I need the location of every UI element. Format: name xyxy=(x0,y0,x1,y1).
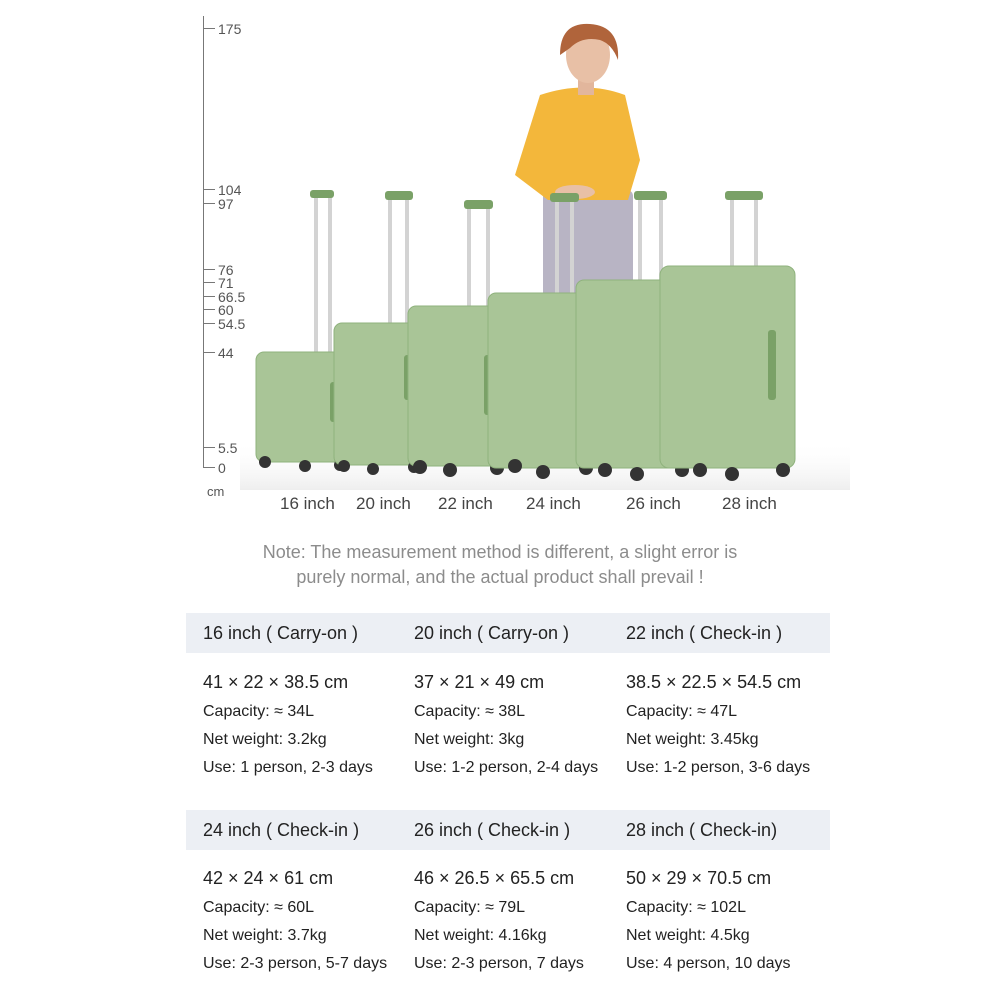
spec-dimensions: 42 × 24 × 61 cm xyxy=(203,868,334,888)
ruler-tick xyxy=(203,28,215,29)
spec-net-weight: Net weight: 3.7kg xyxy=(203,927,327,944)
spec-card-16 xyxy=(203,672,415,782)
ruler-tick xyxy=(203,189,215,190)
spec-header-22: 22 inch ( Check-in ) xyxy=(626,623,783,643)
spec-header-24: 24 inch ( Check-in ) xyxy=(203,820,360,840)
spec-card-24 xyxy=(203,868,415,978)
ruler-tick-label: 66.5 xyxy=(218,289,246,305)
measurement-note-line1: Note: The measurement method is different, a slight error is xyxy=(262,542,738,562)
spec-card-22 xyxy=(626,672,838,782)
measurement-note-line2: purely normal, and the actual product shall prevail ! xyxy=(296,567,704,587)
ruler-tick-label: 0 xyxy=(218,460,226,476)
spec-dimensions: 41 × 22 × 38.5 cm xyxy=(203,672,349,692)
ruler-tick xyxy=(203,269,215,270)
spec-use: Use: 1 person, 2-3 days xyxy=(203,759,373,776)
ruler-tick-label: 97 xyxy=(218,196,234,212)
ruler-tick xyxy=(203,467,215,468)
ruler-tick-label: 175 xyxy=(218,21,242,37)
spec-header-28: 28 inch ( Check-in) xyxy=(626,820,778,840)
spec-use: Use: 4 person, 10 days xyxy=(626,955,791,972)
ruler-tick xyxy=(203,323,215,324)
spec-net-weight: Net weight: 3.45kg xyxy=(626,731,759,748)
spec-dimensions: 38.5 × 22.5 × 54.5 cm xyxy=(626,672,802,692)
spec-capacity: Capacity: ≈ 34L xyxy=(203,703,315,720)
spec-capacity: Capacity: ≈ 79L xyxy=(414,899,526,916)
spec-header-20: 20 inch ( Carry-on ) xyxy=(414,623,570,643)
spec-card-28 xyxy=(626,868,838,978)
ruler-tick-label: 44 xyxy=(218,345,234,361)
size-label-22: 22 inch xyxy=(438,494,493,513)
spec-capacity: Capacity: ≈ 47L xyxy=(626,703,738,720)
ruler-tick-label: 5.5 xyxy=(218,440,238,456)
luggage-lineup-photo xyxy=(240,20,850,490)
size-label-28: 28 inch xyxy=(722,494,777,513)
spec-capacity: Capacity: ≈ 60L xyxy=(203,899,315,916)
ruler-line xyxy=(203,16,204,467)
ruler-tick xyxy=(203,203,215,204)
ruler-tick xyxy=(203,447,215,448)
spec-use: Use: 1-2 person, 2-4 days xyxy=(414,759,599,776)
spec-dimensions: 50 × 29 × 70.5 cm xyxy=(626,868,772,888)
spec-use: Use: 2-3 person, 7 days xyxy=(414,955,584,972)
size-label-20: 20 inch xyxy=(356,494,411,513)
ruler-tick xyxy=(203,282,215,283)
spec-header-26: 26 inch ( Check-in ) xyxy=(414,820,571,840)
ruler-tick xyxy=(203,309,215,310)
spec-dimensions: 37 × 21 × 49 cm xyxy=(414,672,545,692)
model-woman xyxy=(515,24,640,300)
spec-use: Use: 2-3 person, 5-7 days xyxy=(203,955,388,972)
ruler-tick-label: 71 xyxy=(218,275,234,291)
ruler-tick xyxy=(203,352,215,353)
spec-net-weight: Net weight: 3kg xyxy=(414,731,525,748)
size-label-26: 26 inch xyxy=(626,494,681,513)
spec-capacity: Capacity: ≈ 38L xyxy=(414,703,526,720)
ruler-tick-label: 104 xyxy=(218,182,242,198)
model-blouse xyxy=(515,88,640,201)
spec-header-16: 16 inch ( Carry-on ) xyxy=(203,623,359,643)
suitcase-28-inch xyxy=(660,191,795,481)
size-label-16: 16 inch xyxy=(280,494,335,513)
ruler-tick-label: 60 xyxy=(218,302,234,318)
ruler-unit: cm xyxy=(207,484,225,499)
spec-card-20 xyxy=(414,672,626,782)
spec-net-weight: Net weight: 3.2kg xyxy=(203,731,327,748)
size-label-24: 24 inch xyxy=(526,494,581,513)
ruler-tick-label: 76 xyxy=(218,262,234,278)
spec-use: Use: 1-2 person, 3-6 days xyxy=(626,759,811,776)
spec-capacity: Capacity: ≈ 102L xyxy=(626,899,746,916)
spec-card-26 xyxy=(414,868,626,978)
ruler-tick-label: 54.5 xyxy=(218,316,246,332)
spec-dimensions: 46 × 26.5 × 65.5 cm xyxy=(414,868,575,888)
ruler-tick xyxy=(203,296,215,297)
spec-net-weight: Net weight: 4.16kg xyxy=(414,927,547,944)
spec-net-weight: Net weight: 4.5kg xyxy=(626,927,750,944)
